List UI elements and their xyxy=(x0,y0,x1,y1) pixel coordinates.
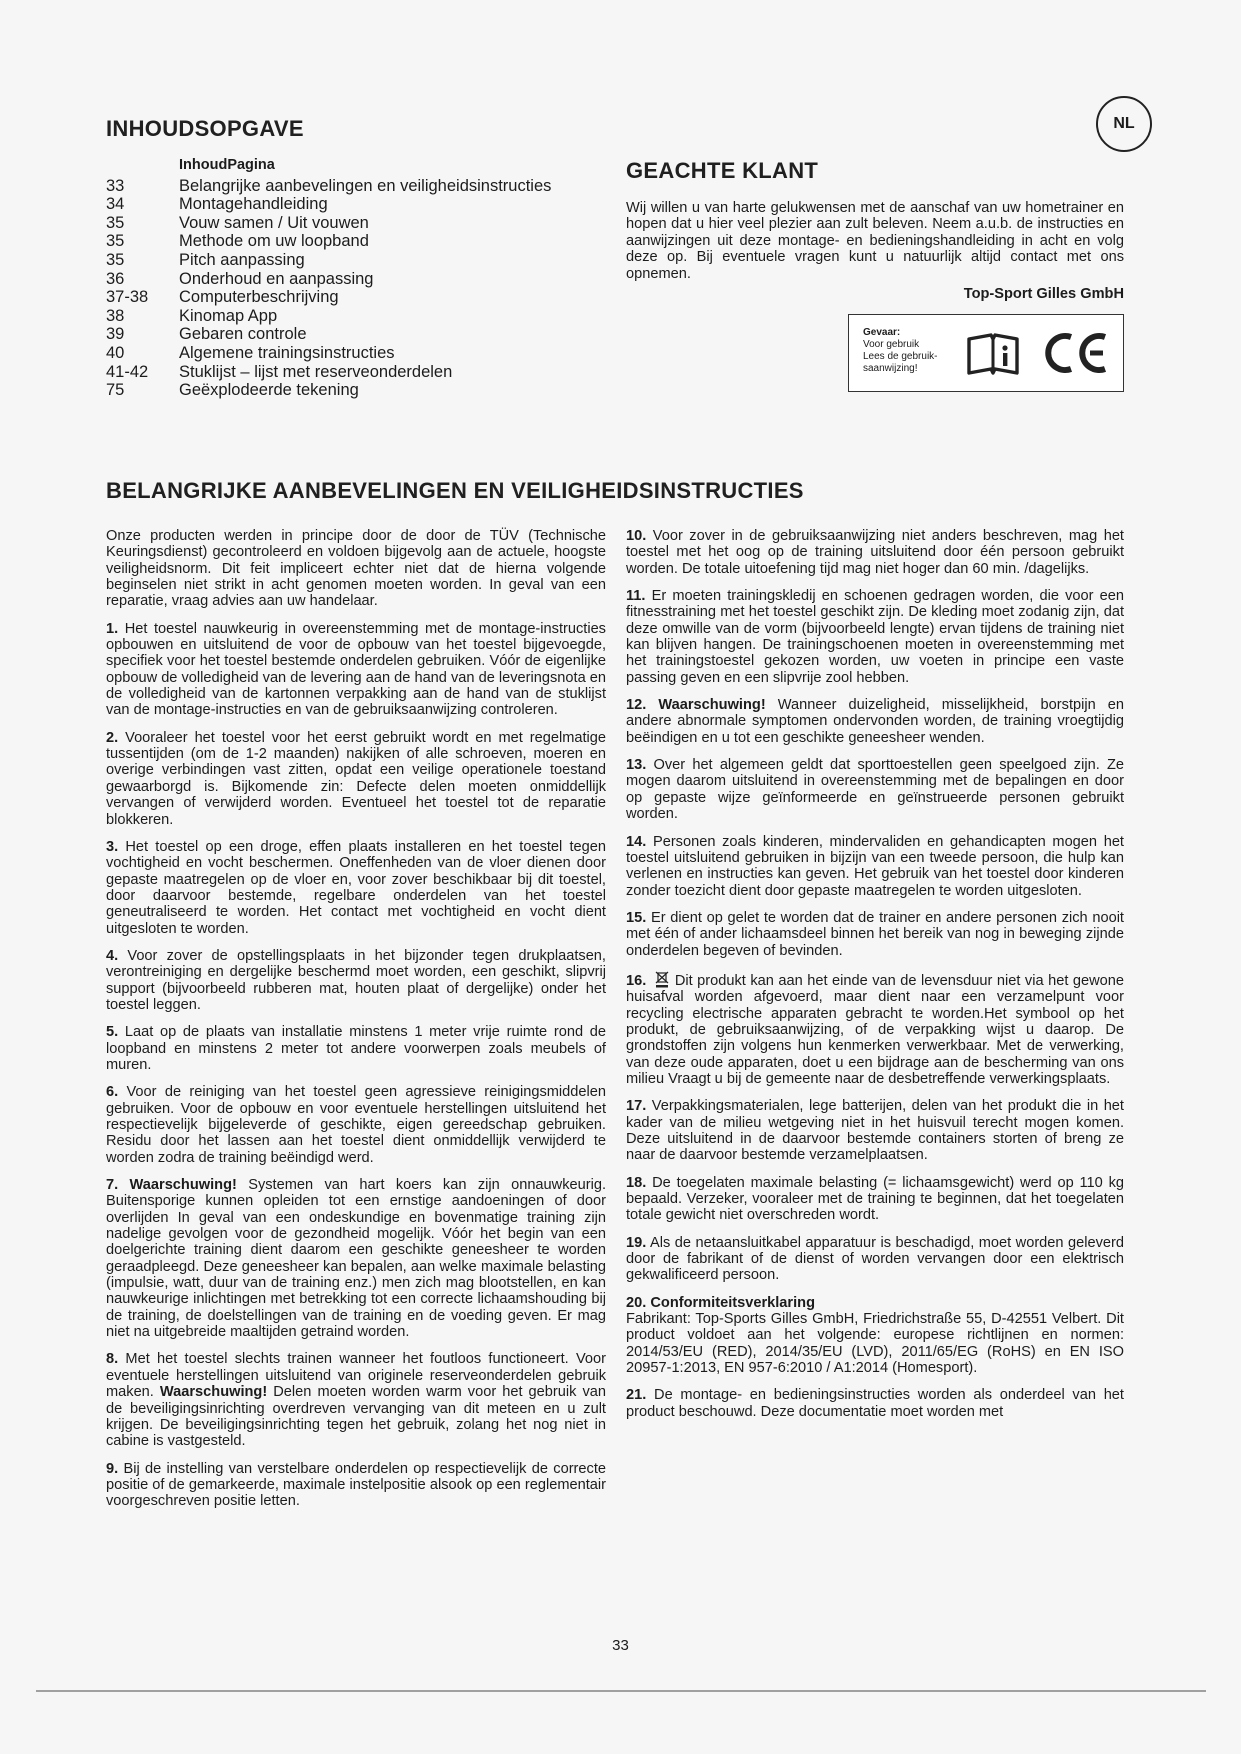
dear-customer-title: GEACHTE KLANT xyxy=(626,158,819,183)
toc-entry-label: Algemene trainingsinstructies xyxy=(179,343,395,362)
footer-rule xyxy=(36,1690,1206,1692)
item-text: Wanneer duizeligheid, misselijkheid, borstpijn en andere abnormale symptomen ondervonden worden, de training vroegtijdig beëindigen en u tot een geschikte geneesheer wenden. xyxy=(626,697,1125,746)
warning-line-1: Voor gebruik xyxy=(863,339,920,350)
signature: Top-Sport Gilles GmbH xyxy=(963,286,1124,302)
toc-entry-label: Computerbeschrijving xyxy=(179,288,339,307)
safety-item xyxy=(626,757,1124,822)
safety-item xyxy=(626,1387,1124,1420)
safety-item xyxy=(106,1177,606,1340)
warning-box xyxy=(848,314,1124,392)
item-text: Er dient op gelet te worden dat de trainer en andere personen zich nooit met één of ander lichaamsdeel binnen het bereik van nog in beweging zijnde onderdelen begeven of bevinden. xyxy=(626,909,1124,959)
item-number: 20. xyxy=(626,1294,647,1311)
item-number: 7. xyxy=(106,1177,119,1194)
item-text: Systemen van hart koers kan zijn onnauwkeurig. Buitensporige kunnen opleiden tot een ernstige aandoeningen of door overlijden In geval van een ondeskundige en bovenmatige training zijn nadelige gevolgen voor de gezondheid mogelijk. Vóór het begin van een doelgerichte training dient daarom een geschikte geneesheer te worden geraadpleegd. Deze geneesheer kan bepalen, aan welke maximale belasting (impulsie, watt, duur van de training enz.) men zich mag blootstellen, en kan nauwkeurige inlichtingen met betrekking tot een correcte lichaamshouding bij de training, de doelstellingen van de training en de voeding geven. Er mag niet na uitgebreide maaltijden getraind worden. xyxy=(106,1177,607,1341)
safety-intro: Onze producten werden in principe door de door de TÜV (Technische Keuringsdienst) gecontroleerd en voldoen bijgevolg aan de actuele, hoogste veiligheidsnorm. Dit feit impliceert echter niet dat de hierna volgende beginselen niet strikt in acht genomen moeten worden. In geval van een reparatie, vraag advies aan uw handelaar. xyxy=(106,528,606,610)
toc-page-number: 35 xyxy=(106,213,125,232)
item-number: 19. xyxy=(626,1234,647,1251)
dear-customer-text: Wij willen u van harte gelukwensen met de aanschaf van uw hometrainer en hopen dat u hier veel plezier aan zult beleven. Neem a.u.b. de instructies en aanwijzingen uit deze montage- en bedieningshandleiding in acht en volg deze op. Bij eventuele vragen kunt u natuurlijk altijd contact met ons opnemen. xyxy=(626,200,1124,282)
item-number: 11. xyxy=(626,588,646,605)
toc-entry xyxy=(106,270,626,289)
safety-item xyxy=(626,970,1124,1087)
item-text: Er moeten trainingskledij en schoenen gedragen worden, die voor een fitnesstraining met het toestel geschikt zijn. De kleding moet zodanig zijn, dat deze omwille van de vorm (bijvoorbeeld lengte) ervan tijdens de training niet kan blijven hangen. De trainingschoenen moeten in overeenstemming met het trainingstoestel gekozen worden, uw voeten in principe een vaste passing geven en een slipvrije zool hebben. xyxy=(626,588,1124,686)
safety-column-left xyxy=(106,528,606,1521)
toc-page-number: 33 xyxy=(106,176,125,195)
ce-mark-icon xyxy=(1039,331,1113,375)
item-lead: Waarschuwing! xyxy=(129,1177,237,1194)
toc-page-number: 39 xyxy=(106,325,125,344)
item-text: Het toestel nauwkeurig in overeenstemming met de montage-instructies opbouwen en uitsluitend de voor de opbouw van het toestel bijgevoegde, specifiek voor het toestel bestemde onderdelen gebruiken. Vóór de eigenlijke opbouw de volledigheid van de levering aan de hand van de leveringsnota en de volledigheid van de kartonnen verpakking aan de hand van de stuklijst van de montage-instructies en van de gebruiksaanwijzing controleren. xyxy=(106,620,606,719)
toc-entry-label: Belangrijke aanbevelingen en veiligheidsinstructies xyxy=(179,176,552,195)
toc-entry xyxy=(106,344,626,363)
toc-page-number: 35 xyxy=(106,232,125,251)
item-number: 1. xyxy=(106,620,119,637)
item-lead: Conformiteitsverklaring xyxy=(650,1294,815,1311)
safety-item xyxy=(106,839,606,937)
item-number: 21. xyxy=(626,1387,647,1404)
safety-item xyxy=(626,834,1124,899)
toc-entry-label: Kinomap App xyxy=(179,306,278,325)
item-text: De montage- en bedieningsinstructies worden als onderdeel van het product beschouwd. Deze documentatie moet worden met xyxy=(626,1387,1124,1420)
item-number: 12. xyxy=(626,697,647,714)
warning-line-3: saanwijzing! xyxy=(863,363,918,374)
safety-item xyxy=(106,1084,606,1166)
item-lead: Waarschuwing! xyxy=(658,697,766,714)
item-text: Personen zoals kinderen, mindervaliden en gehandicapten mogen het toestel uitsluitend gebruiken in bijzijn van een tweede persoon, die hulp kan verlenen en instructies kan geven. Het gebruik van het toestel door kinderen zonder toezicht dient door gepaste maatregelen te worden uitgesloten. xyxy=(626,833,1124,899)
toc-page-number: 37-38 xyxy=(106,288,149,307)
manual-info-icon xyxy=(965,331,1021,377)
safety-item xyxy=(106,1351,606,1449)
item-number: 4. xyxy=(106,947,119,964)
item-text: Bij de instelling van verstelbare onderdelen op respectievelijk de correcte positie of de gemarkeerde, maximale instelpositie alsook op een reglementair voorgeschreven positie letten. xyxy=(106,1460,606,1510)
toc-page-number: 38 xyxy=(106,306,125,325)
safety-title: BELANGRIJKE AANBEVELINGEN EN VEILIGHEIDSINSTRUCTIES xyxy=(106,478,804,503)
item-text: Voor zover de opstellingsplaats in het bijzonder tegen drukplaatsen, verontreiniging en dergelijke beschermd moet worden, een geschikt, slipvrij support (bijvoorbeeld rubberen mat, houten plaat of dergelijke) onder het toestel leggen. xyxy=(106,947,606,1013)
page-number: 33 xyxy=(612,1637,629,1654)
item-number: 15. xyxy=(626,909,647,926)
warning-line-2: Lees de gebruik- xyxy=(863,351,938,362)
item-number: 3. xyxy=(106,838,119,855)
toc-page-number: 34 xyxy=(106,195,125,214)
toc-entry-label: Gebaren controle xyxy=(179,325,307,344)
toc-entry xyxy=(106,251,626,270)
item-text: Met het toestel slechts trainen wanneer het foutloos functioneert. Voor eventuele herstellingen uitsluitend van originele reserveonderdelen gebruik maken. xyxy=(106,1351,606,1401)
toc-page-number: 36 xyxy=(106,269,125,288)
item-number: 2. xyxy=(106,729,119,746)
toc-page-number: 35 xyxy=(106,250,125,269)
toc-entry-label: Pitch aanpassing xyxy=(179,250,305,269)
toc-entry-label: Onderhoud en aanpassing xyxy=(179,269,374,288)
safety-item xyxy=(626,1175,1124,1224)
item-text: Fabrikant: Top-Sports Gilles GmbH, Friedrichstraße 55, D-42551 Velbert. Dit product voldoet aan het volgende: europese richtlijnen en normen: 2014/53/EU (RED), 2014/35/EU (LVD), 2011/65/EG (RoHS) en EN ISO 20957-1:2013, EN 957-6:2010 / A1:2014 (Homesport). xyxy=(626,1311,1124,1377)
table-of-contents xyxy=(106,156,626,400)
item-number: 16. xyxy=(626,972,647,989)
item-text: Voor zover in de gebruiksaanwijzing niet anders beschreven, mag het toestel met het oog op de training uitsluitend door één persoon gebruikt worden. De totale uitoefening tijd mag niet hoger dan 60 min. /dagelijks. xyxy=(626,528,1124,577)
toc-entry-label: Vouw samen / Uit vouwen xyxy=(179,213,369,232)
item-number: 10. xyxy=(626,528,647,544)
item-text: Laat op de plaats van installatie minstens 1 meter vrije ruimte rond de loopband en minstens 2 meter tot andere voorwerpen zoals meubels of muren. xyxy=(106,1024,606,1073)
toc-page-number: 40 xyxy=(106,343,125,362)
toc-entry xyxy=(106,177,626,196)
toc-entry-label: Stuklijst – lijst met reserveonderdelen xyxy=(179,362,453,381)
item-text: Voor de reiniging van het toestel geen agressieve reinigingsmiddelen gebruiken. Voor de opbouw en voor eventuele herstellingen uitsluitend het respectievelijk bijgeleverde of geschikte, eigen gereedschap gebruiken. Residu door het lassen aan het toestel dient onmiddellijk verwijderd te worden zodra de training beëindigd werd. xyxy=(106,1084,606,1166)
safety-item xyxy=(106,1461,606,1510)
toc-entry xyxy=(106,232,626,251)
toc-title: INHOUDSOPGAVE xyxy=(106,116,304,141)
item-number: 14. xyxy=(626,833,647,850)
language-badge: NL xyxy=(1096,96,1152,152)
safety-item xyxy=(626,588,1124,686)
item-text: Vooraleer het toestel voor het eerst gebruikt wordt en met regelmatige tussentijden (om de 1-2 maanden) nakijken of alle schroeven, moeren en overige verbindingen vast zitten, opdat een veilige operationele toestand gewaarborgd is. Bijkomende zin: Defecte delen moeten onmiddellijk vervangen of verwijderd worden. Eventueel het toestel tot de reparatie blokkeren. xyxy=(106,729,607,828)
toc-entry-label: Methode om uw loopband xyxy=(179,232,369,251)
safety-item xyxy=(106,621,606,719)
item-number: 17. xyxy=(626,1098,647,1115)
item-lead: Waarschuwing! xyxy=(159,1384,268,1401)
item-text: Delen moeten worden warm voor het gebruik van de beveiligingsinrichting overdreven vervanging van dit meteen en u zult krijgen. De beveiligingsinrichting tegen het gebruik, zolang het nog niet in cabine is vastgesteld. xyxy=(106,1384,606,1450)
toc-entry xyxy=(106,214,626,233)
safety-item xyxy=(626,528,1124,577)
warning-heading: Gevaar: xyxy=(863,327,901,338)
item-text: Het toestel op een droge, effen plaats installeren en het toestel tegen vochtigheid en vocht beschermen. Oneffenheden van de vloer dienen door gepaste maatregelen op de vloer en, voor zover beschikbaar bij dit toestel, door daarvoor bestemde, regelbare onderdelen van het toestel geneutraliseerd te worden. Het contact met vochtigheid en vocht dient uitgesloten te worden. xyxy=(106,838,607,937)
safety-item xyxy=(626,910,1124,959)
safety-item xyxy=(106,730,606,828)
safety-item xyxy=(626,1295,1124,1377)
item-text: De toegelaten maximale belasting (= lichaamsgewicht) werd op 110 kg bepaald. Verzeker, vooraleer met de training te beginnen, dat het toegelaten totale gewicht niet overschreden wordt. xyxy=(626,1174,1124,1224)
item-number: 6. xyxy=(106,1084,119,1101)
item-number: 8. xyxy=(106,1351,119,1368)
toc-entry xyxy=(106,381,626,400)
item-number: 13. xyxy=(626,757,647,774)
toc-page-number: 75 xyxy=(106,381,125,400)
toc-entry xyxy=(106,195,626,214)
weee-bin-icon xyxy=(655,970,669,988)
toc-entry xyxy=(106,307,626,326)
item-number: 9. xyxy=(106,1460,119,1477)
safety-item xyxy=(106,1024,606,1073)
safety-item xyxy=(626,697,1124,746)
item-text: Als de netaansluitkabel apparatuur is beschadigd, moet worden geleverd door de fabrikant of de dienst of worden vervangen door een elektrisch gekwalificeerd persoon. xyxy=(626,1234,1124,1284)
toc-entry xyxy=(106,288,626,307)
toc-entry-label: Geëxplodeerde tekening xyxy=(179,381,359,400)
safety-item xyxy=(626,1098,1124,1163)
item-number: 18. xyxy=(626,1174,647,1191)
toc-entry xyxy=(106,325,626,344)
item-number: 5. xyxy=(106,1024,119,1041)
item-text: Dit produkt kan aan het einde van de levensduur niet via het gewone huisafval worden afgevoerd, maar dient naar een verzamelpunt voor recycling electrische apparaten gebracht te worden.Het symbool op het produkt, de gebruiksaanwijzing, of de verpakking wijst u daarop. De grondstoffen zijn volgens hun kenmerken verwerkbaar. Met de verwerking, van deze oude apparaten, doet u een bijdrage aan de bescherming van ons milieu Vraagt u bij de gemeente naar de desbetreffende verwerkingsplaats. xyxy=(626,972,1124,1087)
toc-entry xyxy=(106,363,626,382)
warning-text xyxy=(863,327,947,375)
safety-item xyxy=(106,948,606,1013)
item-text: Over het algemeen geldt dat sporttoestellen geen speelgoed zijn. Ze mogen daarom uitsluitend in overeenstemming met de bepalingen en door op gepaste wijze geïnformeerde en geïnstrueerde personen gebruikt worden. xyxy=(626,757,1124,823)
item-text: Verpakkingsmaterialen, lege batterijen, delen van het produkt die in het kader van de milieu wetgeving niet in het huisvuil terecht mogen komen. Deze uitsluitend in de daarvoor bestemde containers storten of breng ze naar de daarvoor bestemde verzamelplaatsen. xyxy=(626,1098,1124,1164)
toc-page-number: 41-42 xyxy=(106,362,149,381)
safety-item xyxy=(626,1235,1124,1284)
safety-column-right xyxy=(626,528,1124,1431)
toc-entry-label: Montagehandleiding xyxy=(179,195,328,214)
toc-header: InhoudPagina xyxy=(179,157,275,173)
